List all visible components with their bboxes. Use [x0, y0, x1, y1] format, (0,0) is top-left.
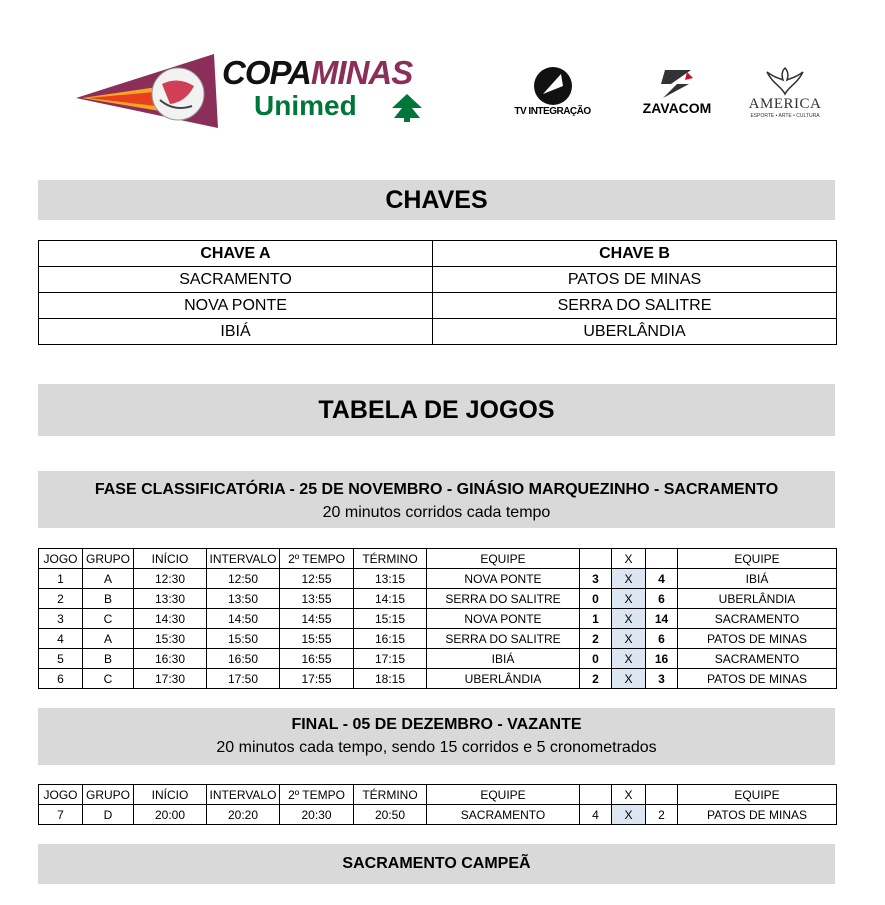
col-header-inicio: INÍCIO	[134, 785, 207, 805]
col-header-equipe-casa: EQUIPE	[427, 785, 580, 805]
cell-termino: 13:15	[354, 569, 427, 589]
game-row	[39, 589, 837, 609]
cell-jogo: 3	[39, 609, 83, 629]
cell-placar-fora: 3	[646, 669, 678, 689]
cell-grupo: C	[83, 669, 134, 689]
cell-equipe-casa: NOVA PONTE	[427, 569, 580, 589]
cell-equipe-casa: NOVA PONTE	[427, 609, 580, 629]
copa-text: COPA	[222, 54, 311, 91]
champion-text: SACRAMENTO CAMPEÃ	[342, 855, 531, 872]
col-header-equipe-fora: EQUIPE	[678, 785, 837, 805]
cell-grupo: A	[83, 629, 134, 649]
chave-b-team: UBERLÂNDIA	[433, 319, 837, 345]
cell-intervalo: 15:50	[207, 629, 280, 649]
cell-intervalo: 16:50	[207, 649, 280, 669]
chaves-row	[39, 319, 837, 345]
chaves-row	[39, 267, 837, 293]
cell-equipe-fora: PATOS DE MINAS	[678, 805, 837, 825]
cell-x: X	[612, 569, 646, 589]
col-header-termino: TÉRMINO	[354, 785, 427, 805]
cell-placar-fora: 16	[646, 649, 678, 669]
cell-jogo: 4	[39, 629, 83, 649]
cell-placar-casa: 2	[580, 669, 612, 689]
america-subtext: ESPORTE • ARTE • CULTURA	[750, 113, 820, 119]
tabela-title: TABELA DE JOGOS	[318, 396, 555, 424]
col-header-grupo: GRUPO	[83, 785, 134, 805]
cell-termino: 16:15	[354, 629, 427, 649]
chave-b-header: CHAVE B	[433, 241, 837, 267]
minas-text: MINAS	[310, 54, 413, 91]
chave-b-team: SERRA DO SALITRE	[433, 293, 837, 319]
cell-x: X	[612, 609, 646, 629]
cell-grupo: D	[83, 805, 134, 825]
cell-inicio: 20:00	[134, 805, 207, 825]
cell-jogo: 1	[39, 569, 83, 589]
chave-a-team: IBIÁ	[39, 319, 433, 345]
cell-jogo: 6	[39, 669, 83, 689]
unimed-text: Unimed	[254, 90, 357, 121]
copa-minas-logo	[74, 50, 444, 130]
cell-grupo: A	[83, 569, 134, 589]
col-header-segundo-tempo: 2º TEMPO	[280, 549, 354, 569]
cell-segundo-tempo: 12:55	[280, 569, 354, 589]
cell-x: X	[612, 649, 646, 669]
cell-x: X	[612, 805, 646, 825]
cell-grupo: B	[83, 649, 134, 669]
cell-segundo-tempo: 20:30	[280, 805, 354, 825]
cell-placar-fora: 6	[646, 629, 678, 649]
final-band	[38, 708, 835, 765]
cell-equipe-casa: IBIÁ	[427, 649, 580, 669]
cell-x: X	[612, 589, 646, 609]
cell-jogo: 7	[39, 805, 83, 825]
cell-termino: 18:15	[354, 669, 427, 689]
game-row	[39, 649, 837, 669]
col-header-placar-casa	[580, 549, 612, 569]
col-header-intervalo: INTERVALO	[207, 549, 280, 569]
tv-integracao-text: TV INTEGRAÇÃO	[514, 106, 591, 117]
cell-grupo: B	[83, 589, 134, 609]
col-header-x: X	[612, 549, 646, 569]
col-header-equipe-fora: EQUIPE	[678, 549, 837, 569]
game-row	[39, 805, 837, 825]
cell-inicio: 16:30	[134, 649, 207, 669]
col-header-grupo: GRUPO	[83, 549, 134, 569]
cell-termino: 17:15	[354, 649, 427, 669]
cell-termino: 20:50	[354, 805, 427, 825]
cell-placar-fora: 4	[646, 569, 678, 589]
fase-subtitle: 20 minutos corridos cada tempo	[322, 504, 551, 521]
col-header-inicio: INÍCIO	[134, 549, 207, 569]
cell-equipe-casa: SERRA DO SALITRE	[427, 589, 580, 609]
cell-inicio: 14:30	[134, 609, 207, 629]
chave-a-header: CHAVE A	[39, 241, 433, 267]
tabela-title-band	[38, 384, 835, 436]
chaves-header-row	[39, 241, 837, 267]
cell-placar-fora: 14	[646, 609, 678, 629]
cell-equipe-casa: SACRAMENTO	[427, 805, 580, 825]
cell-jogo: 2	[39, 589, 83, 609]
unimed-tree-icon	[392, 94, 422, 122]
cell-intervalo: 13:50	[207, 589, 280, 609]
chaves-title: CHAVES	[385, 186, 488, 214]
game-row	[39, 629, 837, 649]
cell-placar-casa: 0	[580, 649, 612, 669]
cell-intervalo: 17:50	[207, 669, 280, 689]
cell-intervalo: 14:50	[207, 609, 280, 629]
games-table	[38, 548, 837, 689]
chaves-title-band	[38, 180, 835, 220]
games-header-row	[39, 785, 837, 805]
cell-placar-casa: 4	[580, 805, 612, 825]
cell-equipe-fora: PATOS DE MINAS	[678, 669, 837, 689]
col-header-x: X	[612, 785, 646, 805]
cell-equipe-casa: UBERLÂNDIA	[427, 669, 580, 689]
col-header-termino: TÉRMINO	[354, 549, 427, 569]
cell-placar-casa: 1	[580, 609, 612, 629]
zavacom-logo	[632, 68, 722, 122]
cell-equipe-fora: SACRAMENTO	[678, 609, 837, 629]
cell-segundo-tempo: 13:55	[280, 589, 354, 609]
zavacom-icon	[657, 68, 697, 100]
col-header-segundo-tempo: 2º TEMPO	[280, 785, 354, 805]
col-header-jogo: JOGO	[39, 785, 83, 805]
zavacom-text: ZAVACOM	[642, 100, 712, 116]
cell-placar-casa: 2	[580, 629, 612, 649]
cell-x: X	[612, 669, 646, 689]
cell-equipe-fora: PATOS DE MINAS	[678, 629, 837, 649]
chaves-row	[39, 293, 837, 319]
tv-integracao-icon	[533, 66, 573, 106]
fase-title: FASE CLASSIFICATÓRIA - 25 DE NOVEMBRO - GINÁSIO MARQUEZINHO - SACRAMENTO	[94, 481, 779, 498]
cell-placar-fora: 2	[646, 805, 678, 825]
col-header-intervalo: INTERVALO	[207, 785, 280, 805]
game-row	[39, 669, 837, 689]
chave-a-team: NOVA PONTE	[39, 293, 433, 319]
col-header-jogo: JOGO	[39, 549, 83, 569]
cell-termino: 14:15	[354, 589, 427, 609]
games-header-row	[39, 549, 837, 569]
cell-equipe-casa: SERRA DO SALITRE	[427, 629, 580, 649]
cell-inicio: 17:30	[134, 669, 207, 689]
cell-equipe-fora: SACRAMENTO	[678, 649, 837, 669]
cell-jogo: 5	[39, 649, 83, 669]
cell-placar-fora: 6	[646, 589, 678, 609]
cell-equipe-fora: UBERLÂNDIA	[678, 589, 837, 609]
chave-b-team: PATOS DE MINAS	[433, 267, 837, 293]
chave-a-team: SACRAMENTO	[39, 267, 433, 293]
cell-x: X	[612, 629, 646, 649]
final-title: FINAL - 05 DE DEZEMBRO - VAZANTE	[291, 716, 582, 733]
cell-grupo: C	[83, 609, 134, 629]
cell-intervalo: 20:20	[207, 805, 280, 825]
phoenix-icon	[763, 66, 807, 96]
col-header-equipe-casa: EQUIPE	[427, 549, 580, 569]
cell-placar-casa: 3	[580, 569, 612, 589]
fase-band	[38, 471, 835, 528]
final-table	[38, 784, 837, 825]
champion-band	[38, 844, 835, 884]
cell-segundo-tempo: 15:55	[280, 629, 354, 649]
cell-segundo-tempo: 14:55	[280, 609, 354, 629]
america-logo	[745, 66, 825, 122]
col-header-placar-fora	[646, 549, 678, 569]
cell-intervalo: 12:50	[207, 569, 280, 589]
cell-placar-casa: 0	[580, 589, 612, 609]
col-header-placar-casa	[580, 785, 612, 805]
cell-segundo-tempo: 16:55	[280, 649, 354, 669]
col-header-placar-fora	[646, 785, 678, 805]
cell-equipe-fora: IBIÁ	[678, 569, 837, 589]
game-row	[39, 569, 837, 589]
pennant-ball-icon	[74, 50, 224, 130]
cell-inicio: 13:30	[134, 589, 207, 609]
america-text: AMERICA	[748, 96, 822, 112]
cell-segundo-tempo: 17:55	[280, 669, 354, 689]
cell-inicio: 12:30	[134, 569, 207, 589]
chaves-table	[38, 240, 837, 345]
cell-termino: 15:15	[354, 609, 427, 629]
game-row	[39, 609, 837, 629]
final-subtitle: 20 minutos cada tempo, sendo 15 corridos e 5 cronometrados	[216, 739, 657, 756]
tv-integracao-logo	[505, 66, 600, 122]
cell-inicio: 15:30	[134, 629, 207, 649]
